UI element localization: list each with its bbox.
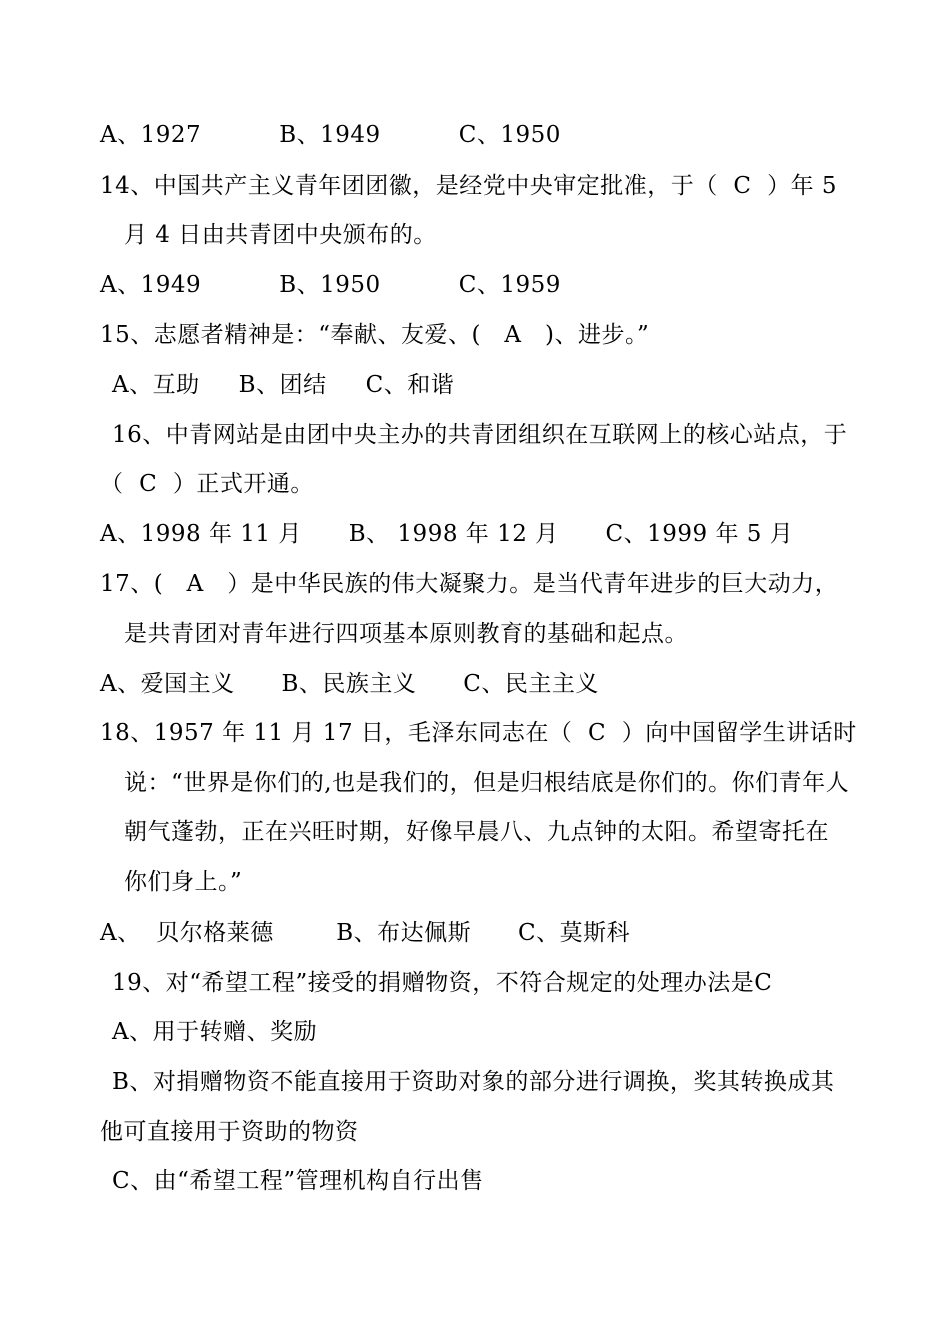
q18-question-line1: 18、1957 年 11 月 17 日，毛泽东同志在（ C ）向中国留学生讲话时 <box>100 720 857 746</box>
q15-options: A、互助 B、团结 C、和谐 <box>112 372 455 398</box>
q16-options: A、1998 年 11 月 B、 1998 年 12 月 C、1999 年 5 月 <box>100 521 794 547</box>
q19-option-c: C、由“希望工程”管理机构自行出售 <box>112 1168 484 1194</box>
q19-option-b-line2: 他可直接用于资助的物资 <box>100 1119 359 1145</box>
q17-options: A、爱国主义 B、民族主义 C、民主主义 <box>100 671 599 697</box>
q14-question-line1: 14、中国共产主义青年团团徽，是经党中央审定批准，于（ C ）年 5 <box>100 173 838 199</box>
q17-question-line1: 17、( A ）是中华民族的伟大凝聚力。是当代青年进步的巨大动力， <box>100 571 839 597</box>
q18-options: A、 贝尔格莱德 B、布达佩斯 C、莫斯科 <box>100 920 631 946</box>
q19-question: 19、对“希望工程”接受的捐赠物资，不符合规定的处理办法是C <box>112 970 773 996</box>
q14-options: A、1949 B、1950 C、1959 <box>100 272 561 298</box>
q15-question: 15、志愿者精神是：“奉献、友爱、( A )、进步。” <box>100 322 650 348</box>
q13-options: A、1927 B、1949 C、1950 <box>100 122 561 148</box>
q18-question-line4: 你们身上。” <box>124 869 243 895</box>
q19-option-b-line1: B、对捐赠物资不能直接用于资助对象的部分进行调换，奖其转换成其 <box>112 1069 835 1095</box>
q17-question-line2: 是共青团对青年进行四项基本原则教育的基础和起点。 <box>124 621 688 647</box>
q16-question-line2: （ C ）正式开通。 <box>100 471 314 497</box>
q14-question-line2: 月 4 日由共青团中央颁布的。 <box>124 222 437 248</box>
q18-question-line2: 说：“世界是你们的,也是我们的，但是归根结底是你们的。你们青年人 <box>124 770 850 796</box>
q16-question-line1: 16、中青网站是由团中央主办的共青团组织在互联网上的核心站点，于 <box>112 422 848 448</box>
q18-question-line3: 朝气蓬勃，正在兴旺时期，好像早晨八、九点钟的太阳。希望寄托在 <box>124 819 829 845</box>
q19-option-a: A、用于转赠、奖励 <box>112 1019 318 1045</box>
